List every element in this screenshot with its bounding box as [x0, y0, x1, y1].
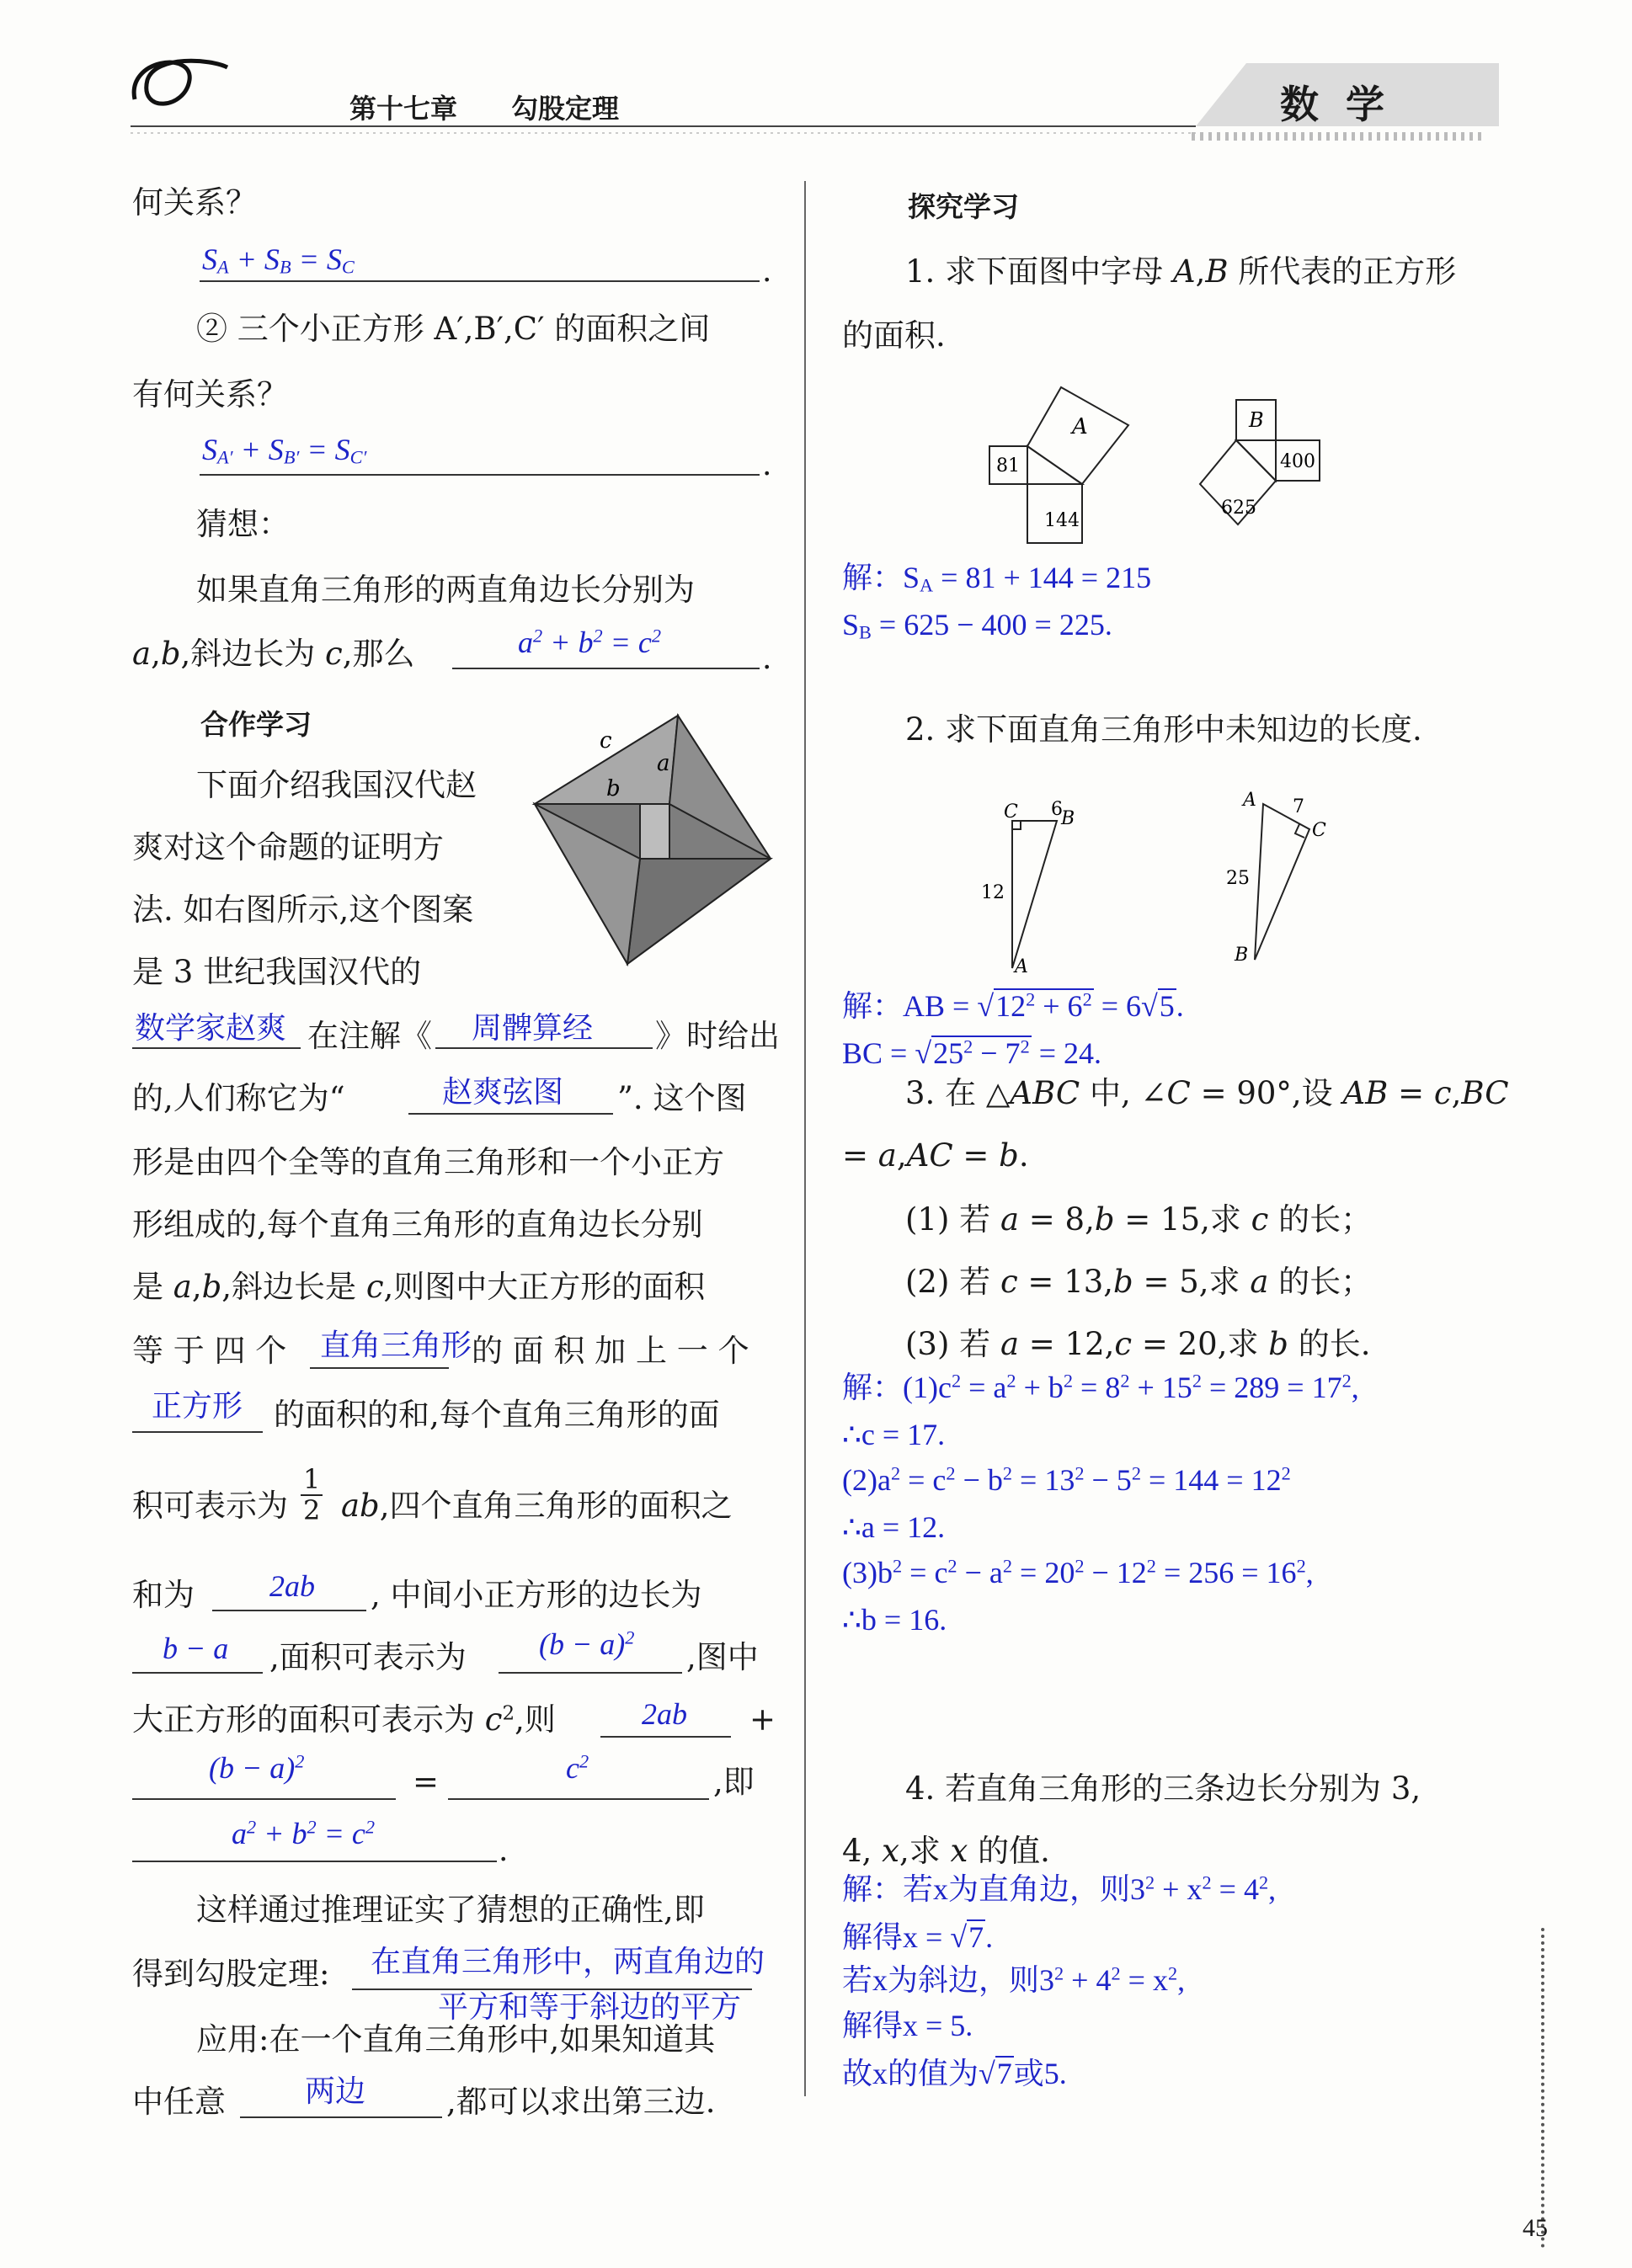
text-line: 在注解《: [307, 1018, 432, 1054]
question-2: ② 三个小正方形 A′,B′,C′ 的面积之间: [196, 311, 711, 347]
svg-text:A: A: [1243, 790, 1256, 811]
svg-text:12: 12: [981, 882, 1005, 903]
text-line: ,图中: [686, 1639, 759, 1675]
squares-figure: [981, 383, 1343, 551]
answer-mathematician: 数学家赵爽: [135, 1011, 287, 1045]
text-line: 等 于 四 个: [132, 1333, 287, 1369]
solution-1a: 解：$S_A = 81 + 144 = 215$: [842, 561, 1152, 596]
text-line: 中任意: [132, 2084, 226, 2120]
question-3: 3. 在 △ABC 中, ∠C = 90°,设 AB = c,BC: [905, 1075, 1509, 1111]
question-3-3: (3) 若 a = 12,c = 20,求 b 的长.: [905, 1326, 1371, 1362]
solution-4c: 若x为斜边，则$3^2 + 4^2 = x^2$,: [842, 1962, 1186, 1997]
answer-area-relation-2: $S_{A'} + S_{B'} = S_{C'}$: [202, 433, 367, 468]
solution-1b: $S_B = 625 - 400 = 225$.: [842, 608, 1112, 643]
answer-guess: $a^2 + b^2 = c^2$: [518, 625, 662, 659]
text-line: 的,人们称它为“: [132, 1080, 345, 1116]
solution-2a: 解：AB = $√12^2 + 6^2 = 6√5$.: [842, 988, 1184, 1023]
zhao-shuang-diagram: [531, 711, 775, 972]
text-line: 下面介绍我国汉代赵: [196, 767, 477, 803]
text-line: 得到勾股定理:: [132, 1956, 330, 1992]
answer-side: b − a: [163, 1632, 229, 1665]
svg-text:c: c: [600, 728, 612, 753]
solution-3f: ∴b = 16.: [842, 1603, 947, 1637]
answer-2ab-2: 2ab: [642, 1697, 687, 1731]
triangles-figure: [977, 787, 1347, 972]
fraction-half: $\frac{1}{2}$: [301, 1465, 323, 1525]
text-line: a,b,斜边长为 c,那么: [132, 636, 415, 672]
answer-area-relation: $S_A + S_B = S_C$: [202, 242, 355, 278]
solution-3c: $(2)a^2 = c^2 - b^2 = 13^2 - 5^2 = 144 = 12^2$: [842, 1462, 1291, 1497]
solution-4b: 解得x = √7.: [842, 1920, 994, 1954]
svg-text:B: B: [1061, 808, 1075, 829]
svg-text:625: 625: [1221, 498, 1256, 519]
svg-text:25: 25: [1226, 868, 1250, 889]
text-line: 爽对这个命题的证明方: [132, 829, 444, 865]
text-line: 应用:在一个直角三角形中,如果知道其: [196, 2021, 716, 2058]
solution-4a: 解：若x为直角边，则$3^2 + x^2 = 4^2$,: [842, 1871, 1277, 1906]
text-line: ,即: [713, 1764, 755, 1800]
answer-square: 正方形: [152, 1389, 243, 1423]
text-line: 和为: [132, 1577, 195, 1613]
question-2: 2. 求下面直角三角形中未知边的长度.: [905, 711, 1422, 748]
text-line: 这样通过推理证实了猜想的正确性,即: [196, 1892, 705, 1928]
answer-triangle: 直角三角形: [320, 1328, 472, 1362]
text-line: 》时给出: [655, 1018, 780, 1054]
svg-text:A: A: [1072, 414, 1088, 439]
question-1: 1. 求下面图中字母 A,B 所代表的正方形: [905, 253, 1457, 290]
text-line: 的 面 积 加 上 一 个: [472, 1333, 749, 1369]
solution-2b: BC = $√25^2 - 7^2 = 24$.: [842, 1036, 1102, 1070]
chapter-title: 勾股定理: [511, 93, 620, 125]
svg-text:7: 7: [1293, 796, 1304, 817]
svg-text:a: a: [657, 751, 670, 776]
svg-text:400: 400: [1280, 451, 1315, 472]
column-divider: [804, 181, 806, 2096]
text-line: = a,AC = b.: [842, 1137, 1029, 1174]
text-line: 的面积.: [842, 317, 946, 354]
margin-dots: [1541, 1928, 1548, 2248]
solution-4d: 解得x = 5.: [842, 2009, 973, 2042]
solution-3b: ∴c = 17.: [842, 1418, 946, 1451]
svg-text:6: 6: [1051, 799, 1063, 820]
solution-3e: $(3)b^2 = c^2 - a^2 = 20^2 - 12^2 = 256 = 16^2$,: [842, 1555, 1314, 1589]
text-line: ab,四个直角三角形的面积之: [341, 1488, 733, 1524]
text-line: 形组成的,每个直角三角形的直角边长分别: [132, 1206, 703, 1243]
answer-theorem-line1: 在直角三角形中，两直角边的: [371, 1945, 765, 1978]
page-number: 45: [1523, 2214, 1548, 2242]
answer-c2: $c^2$: [566, 1750, 589, 1785]
section-heading: 探究学习: [908, 190, 1019, 223]
answer-theorem-line2: 平方和等于斜边的平方: [438, 1990, 742, 2024]
svg-text:C: C: [1312, 820, 1326, 841]
text-line: 4, x,求 x 的值.: [842, 1833, 1050, 1869]
guess-label: 猜想：: [196, 506, 290, 542]
logo-swirl-icon: [134, 61, 227, 104]
text-line: 是 a,b,斜边长是 c,则图中大正方形的面积: [132, 1269, 706, 1305]
solution-3a: 解：$(1)c^2 = a^2 + b^2 = 8^2 + 15^2 = 289 = 17^2$,: [842, 1370, 1359, 1404]
answer-final: $a^2 + b^2 = c^2$: [232, 1816, 376, 1850]
text-line: , 中间小正方形的边长为: [371, 1577, 702, 1613]
text-line: 的面积的和,每个直角三角形的面: [274, 1397, 720, 1433]
answer-area: $(b - a)^2$: [539, 1626, 635, 1661]
solution-3d: ∴a = 12.: [842, 1510, 946, 1544]
question-3-2: (2) 若 c = 13,b = 5,求 a 的长；: [905, 1264, 1373, 1300]
text-line: 有何关系？: [132, 376, 288, 413]
text-line: ,面积可表示为: [269, 1639, 467, 1675]
text-line: 积可表示为: [132, 1488, 288, 1524]
plus-sign: +: [749, 1701, 776, 1738]
answer-area-2: $(b - a)^2$: [209, 1750, 305, 1785]
chapter-label: 第十七章: [349, 93, 458, 125]
question-4: 4. 若直角三角形的三条边长分别为 3,: [905, 1770, 1421, 1807]
svg-text:b: b: [606, 776, 621, 801]
text-line: 是 3 世纪我国汉代的: [132, 954, 422, 990]
answer-diagram-name: 赵爽弦图: [442, 1075, 564, 1109]
text-line: ”. 这个图: [617, 1080, 747, 1116]
subject-title: 数 学: [1280, 82, 1392, 127]
text-line: ,都可以求出第三边.: [446, 2084, 716, 2120]
text-line: 形是由四个全等的直角三角形和一个小正方: [132, 1144, 724, 1180]
question-3-1: (1) 若 a = 8,b = 15,求 c 的长；: [905, 1201, 1373, 1238]
text-line: 如果直角三角形的两直角边长分别为: [196, 572, 695, 608]
svg-text:C: C: [1004, 801, 1018, 823]
text-line: 法. 如右图所示,这个图案: [132, 892, 474, 928]
answer-2ab: 2ab: [269, 1569, 315, 1603]
equals-sign: =: [413, 1764, 440, 1800]
text-line: 大正方形的面积可表示为 $c^2$,则: [132, 1701, 556, 1738]
text-line: 何关系？: [132, 184, 257, 221]
answer-book: 周髀算经: [472, 1011, 594, 1045]
answer-two-sides: 两边: [305, 2074, 366, 2108]
svg-text:B: B: [1249, 408, 1264, 432]
solution-4e: 故x的值为√7或5.: [842, 2057, 1067, 2090]
svg-text:A: A: [1015, 956, 1028, 972]
svg-text:144: 144: [1044, 510, 1080, 531]
svg-text:81: 81: [996, 455, 1020, 476]
section-heading: 合作学习: [200, 708, 312, 741]
svg-text:B: B: [1235, 945, 1249, 966]
